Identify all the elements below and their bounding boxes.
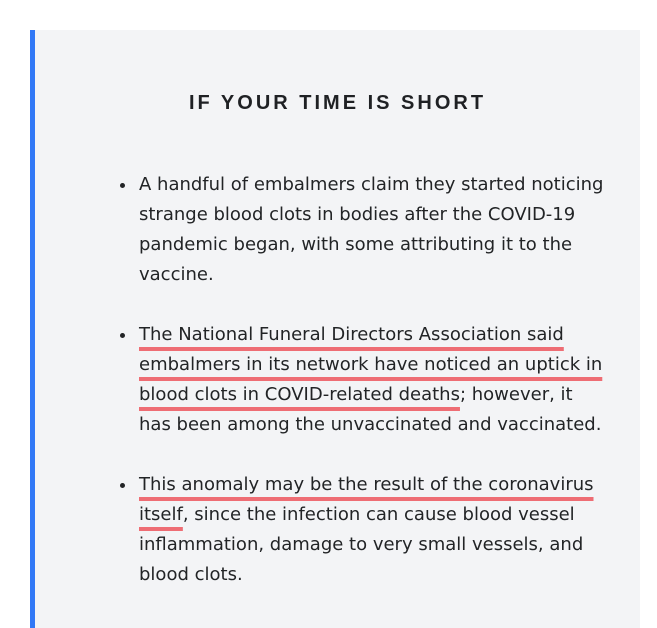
- bullet-item-3: [137, 470, 607, 590]
- bullet-item-1: [137, 170, 607, 290]
- bullet-text: ; however, it has been among the unvaccinated and vaccinated.: [139, 384, 602, 435]
- summary-bullet-list: [115, 170, 607, 620]
- bullet-text: A handful of embalmers claim they started noticing strange blood clots in bodies after the COVID-19 pandemic began, with some attributing it to the vaccine.: [139, 174, 604, 285]
- bullet-highlighted-text: This anomaly may be the result of the coronavirus itself: [139, 474, 594, 525]
- summary-card: [30, 30, 640, 628]
- bullet-text: , since the infection can cause blood vessel inflammation, damage to very small vessels, and blood clots.: [139, 504, 584, 585]
- summary-title: IF YOUR TIME IS SHORT: [188, 92, 487, 114]
- bullet-highlighted-text: The National Funeral Directors Association said embalmers in its network have noticed an uptick in blood clots in COVID-related deaths: [139, 324, 603, 405]
- bullet-item-2: [137, 320, 607, 440]
